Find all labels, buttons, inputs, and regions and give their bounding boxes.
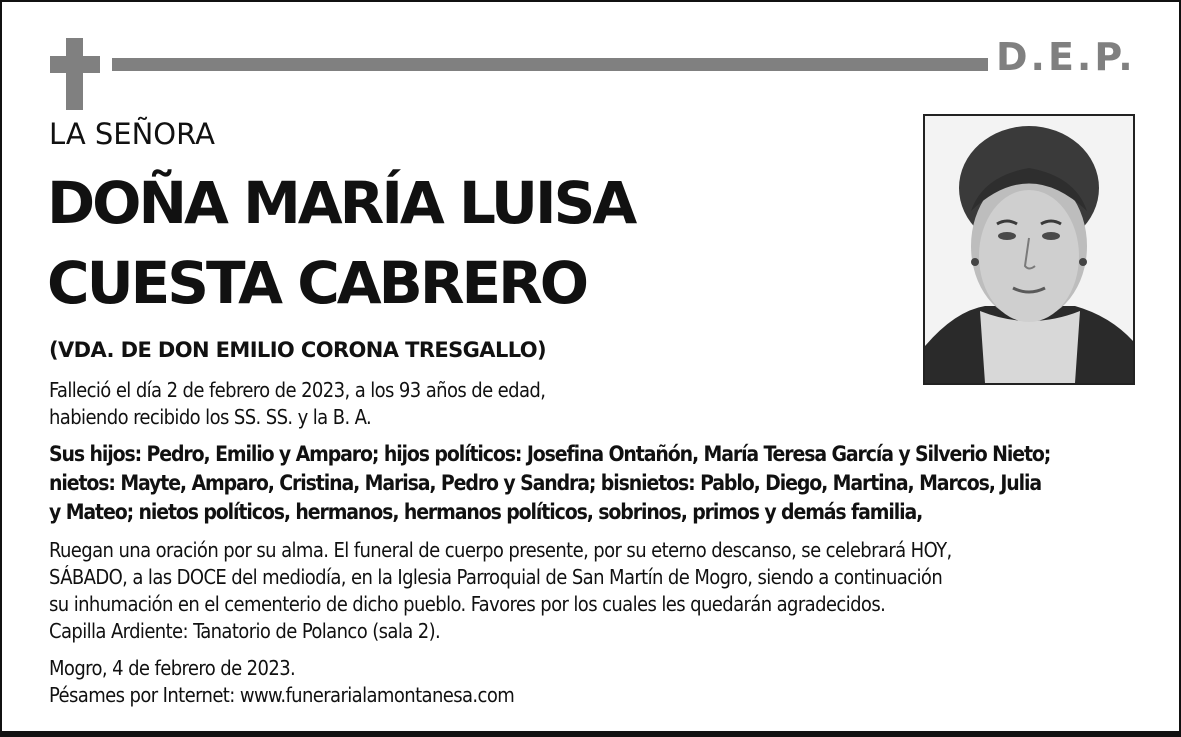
service-line: SÁBADO, a las DOCE del mediodía, en la Iglesia Parroquial de San Martín de Mogro, siendo a continuación [49,565,943,589]
family-line: Sus hijos: Pedro, Emilio y Amparo; hijos políticos: Josefina Ontañón, María Teresa García y Silverio Nieto; [49,442,1051,466]
deceased-name-line2: CUESTA CABRERO [47,249,587,317]
place-date: Mogro, 4 de febrero de 2023. [49,656,296,680]
chapel-line: Capilla Ardiente: Tanatorio de Polanco (sala 2). [49,619,441,643]
family-line: y Mateo; nietos políticos, hermanos, hermanos políticos, sobrinos, primos y demás familia, [49,500,923,524]
deceased-name-line1: DOÑA MARÍA LUISA [47,169,635,237]
header-rule [112,58,988,71]
condolences-link[interactable]: Pésames por Internet: www.funerarialamontanesa.com [49,683,515,707]
family-line: nietos: Mayte, Amparo, Cristina, Marisa, Pedro y Sandra; bisnietos: Pablo, Diego, Martina, Marcos, Julia [49,471,1042,495]
widow-of: (VDA. DE DON EMILIO CORONA TRESGALLO) [49,338,547,362]
service-line: su inhumación en el cementerio de dicho pueblo. Favores por los cuales les quedarán agradecidos. [49,592,886,616]
death-notice-line: Falleció el día 2 de febrero de 2023, a los 93 años de edad, [49,378,546,402]
intro-label: LA SEÑORA [49,117,215,151]
service-line: Ruegan una oración por su alma. El funeral de cuerpo presente, por su eterno descanso, se celebrará HOY, [49,538,952,562]
dep-badge: D.E.P. [996,35,1136,79]
death-notice-line: habiendo recibido los SS. SS. y la B. A. [49,405,372,429]
portrait-photo [923,114,1135,385]
